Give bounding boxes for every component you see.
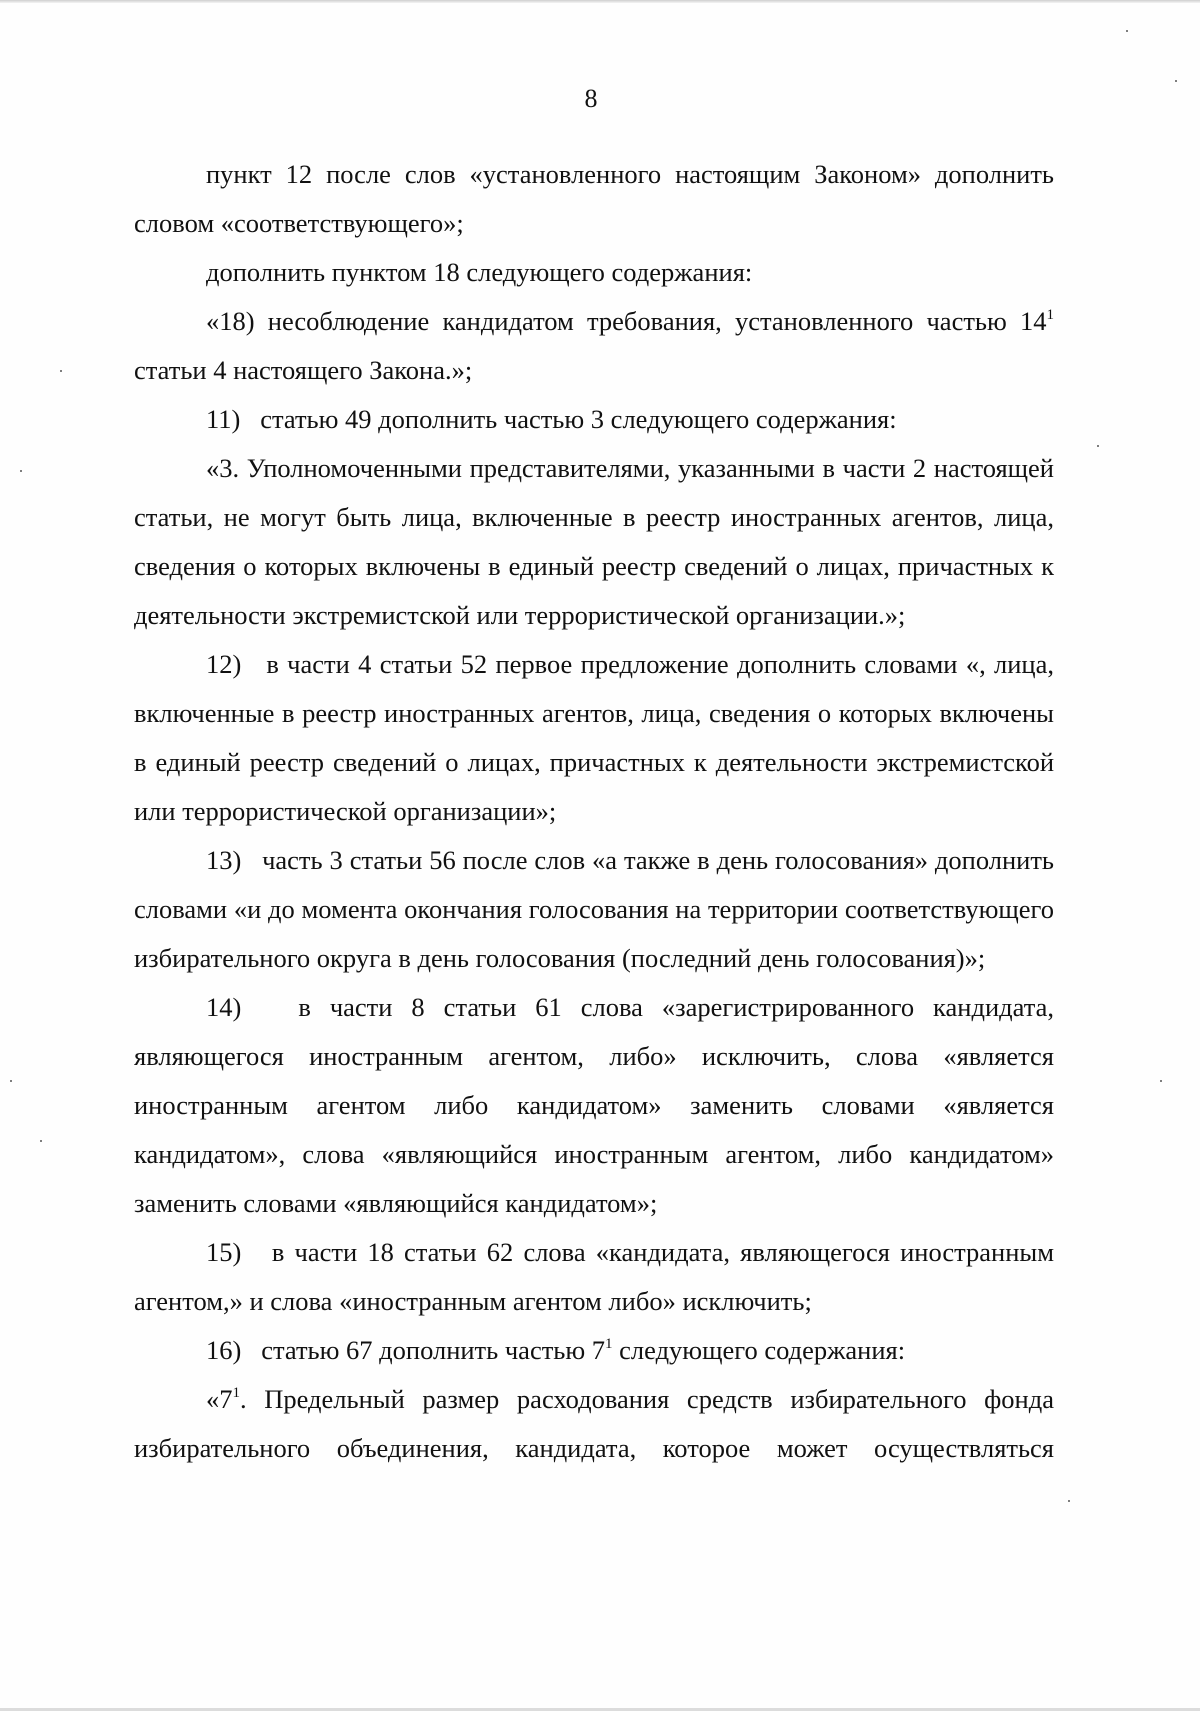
paragraph-item-12 bbox=[134, 640, 1061, 836]
paragraph-text: «7 bbox=[206, 1384, 233, 1414]
paragraph-part-7-1-text bbox=[134, 1375, 1054, 1473]
scan-speck bbox=[10, 1080, 12, 1082]
paragraph-item-16 bbox=[134, 1326, 1054, 1375]
paragraph-item-15 bbox=[134, 1228, 1061, 1326]
scan-speck bbox=[60, 370, 62, 372]
scan-speck bbox=[1126, 30, 1128, 32]
superscript: 1 bbox=[1046, 307, 1054, 323]
paragraph-text: 15) в части 18 статьи 62 слова «кандидата, являющегося иностранным агентом,» и слова «иностранным агентом либо» исключить; bbox=[134, 1237, 1061, 1316]
paragraph-point-12 bbox=[134, 150, 1054, 248]
paragraph-text: «18) несоблюдение кандидатом требования, установленного частью 14 bbox=[206, 306, 1047, 336]
paragraph-text: 16) статью 67 дополнить частью 7 bbox=[206, 1335, 606, 1365]
paragraph-text: пункт 12 после слов «установленного настоящим Законом» дополнить словом «соответствующего»; bbox=[134, 159, 1054, 238]
scan-speck bbox=[1068, 1500, 1070, 1502]
paragraph-text: дополнить пунктом 18 следующего содержания: bbox=[206, 257, 753, 287]
paragraph-text: 11) статью 49 дополнить частью 3 следующего содержания: bbox=[206, 404, 897, 434]
scan-speck bbox=[1097, 445, 1099, 447]
scan-top-edge bbox=[0, 0, 1200, 3]
paragraph-point-18-text bbox=[134, 297, 1054, 395]
paragraph-text: 13) часть 3 статьи 56 после слов «а также в день голосования» дополнить словами «и до момента окончания голосования на территории соответствующего избирательного округа в день голосования (последний день голосования)»; bbox=[134, 845, 1061, 973]
paragraph-item-11 bbox=[134, 395, 1054, 444]
paragraph-text-continued: . Предельный размер расходования средств избирательного фонда избирательного объединения, кандидата, которое может осуществляться bbox=[134, 1384, 1054, 1463]
paragraph-part-3-text bbox=[134, 444, 1054, 640]
page-number: 8 bbox=[584, 84, 598, 113]
paragraph-text: 12) в части 4 статьи 52 первое предложение дополнить словами «, лица, включенные в реестр иностранных агентов, лица, сведения о которых включены в единый реестр сведений о лицах, причастных к деятельности экстремистской или террористической организации»; bbox=[134, 649, 1061, 826]
scan-speck bbox=[40, 1140, 42, 1142]
paragraph-add-point-18 bbox=[134, 248, 1054, 297]
paragraph-text: «3. Уполномоченными представителями, указанными в части 2 настоящей статьи, не могут быть лица, включенные в реестр иностранных агентов, лица, сведения о которых включены в единый реестр сведений о лицах, причастных к деятельности экстремистской или террористической организации.»; bbox=[134, 453, 1054, 630]
scan-speck bbox=[1160, 1080, 1162, 1082]
paragraph-item-13 bbox=[134, 836, 1061, 983]
paragraph-text: 14) в части 8 статьи 61 слова «зарегистрированного кандидата, являющегося иностранным агентом, либо» исключить, слова «является иностранным агентом либо кандидатом» заменить словами «является кандидатом», слова «являющийся иностранным агентом, либо кандидатом» заменить словами «являющийся кандидатом»; bbox=[134, 992, 1061, 1218]
scan-speck bbox=[1175, 80, 1177, 82]
paragraph-text-continued: статьи 4 настоящего Закона.»; bbox=[134, 355, 473, 385]
paragraph-text-continued: следующего содержания: bbox=[612, 1335, 906, 1365]
superscript: 1 bbox=[605, 1336, 613, 1352]
document-body bbox=[134, 150, 1061, 1473]
scan-speck bbox=[20, 470, 22, 472]
superscript: 1 bbox=[232, 1385, 240, 1401]
paragraph-item-14 bbox=[134, 983, 1061, 1228]
